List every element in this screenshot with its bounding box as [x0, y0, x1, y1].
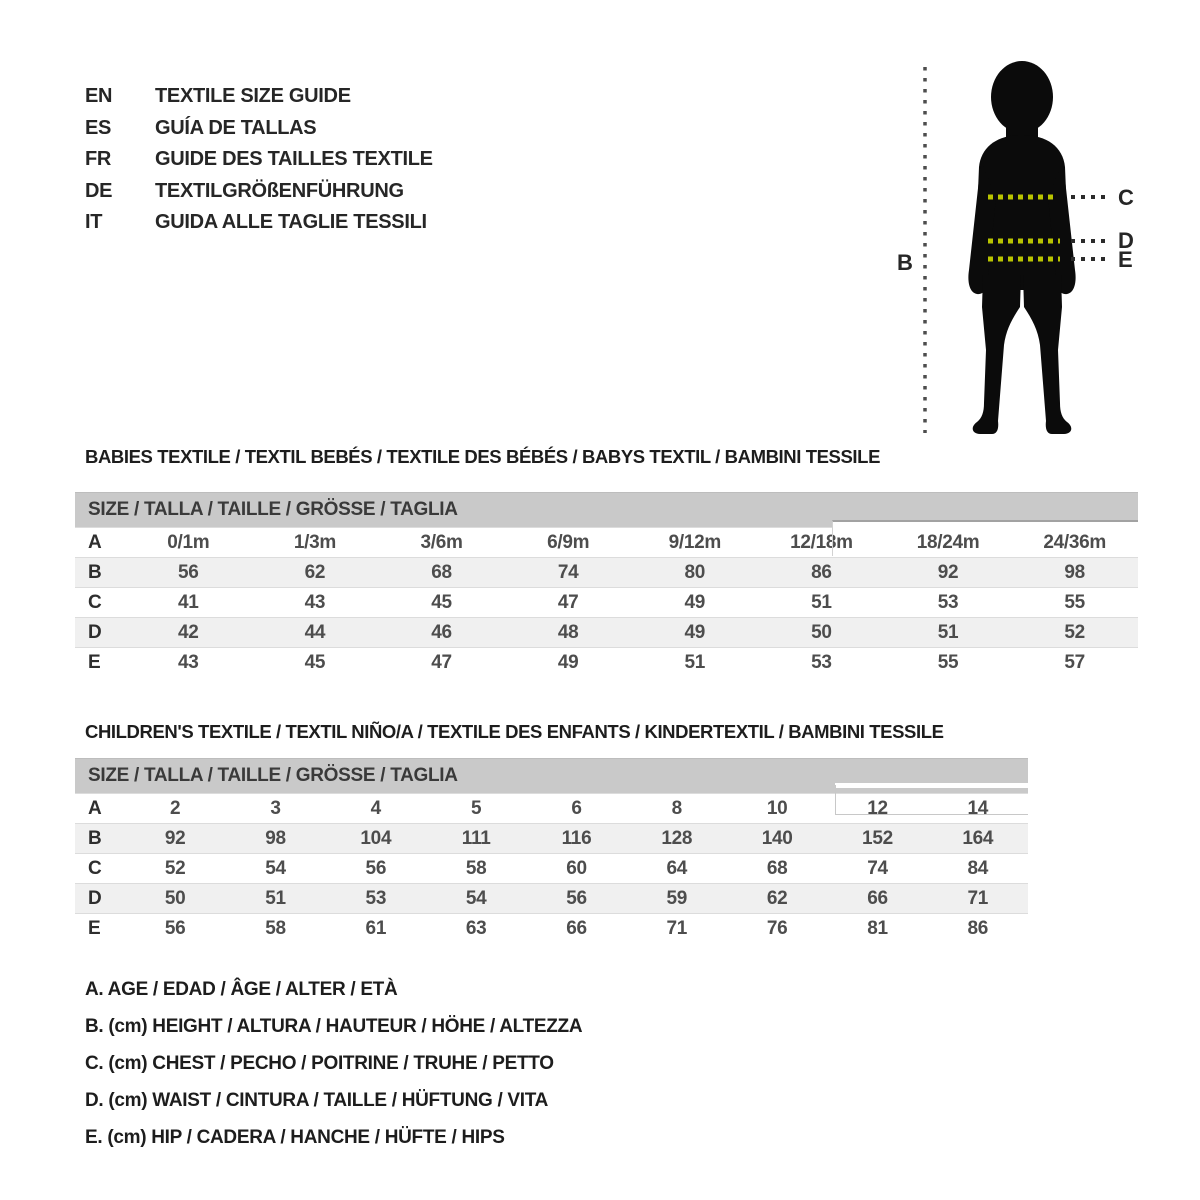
size-cell: 56	[178, 561, 199, 583]
size-cell: 71	[666, 917, 688, 939]
child-silhouette	[968, 61, 1075, 434]
language-item	[85, 81, 433, 113]
size-cell: 43	[304, 591, 326, 613]
table-row	[75, 557, 1138, 587]
size-cell: 5	[471, 797, 482, 819]
row-label: C	[88, 591, 102, 613]
size-cell: 71	[967, 887, 989, 909]
size-cell: 46	[431, 621, 452, 643]
height-label: B	[897, 250, 913, 275]
size-cell: 98	[265, 827, 286, 849]
size-cell: 8	[671, 797, 682, 819]
child-figure-diagram	[875, 45, 1200, 445]
language-title: TEXTILE SIZE GUIDE	[155, 85, 351, 107]
language-code: ES	[85, 116, 112, 139]
table-row	[75, 913, 1028, 943]
size-cell: 60	[566, 857, 587, 879]
size-cell: 68	[766, 857, 788, 879]
highlight-box-children	[835, 785, 1028, 815]
language-item	[85, 176, 433, 208]
size-cell: 58	[265, 917, 286, 939]
size-cell: 50	[811, 621, 832, 643]
chest-label: C	[1118, 185, 1134, 210]
size-cell: 51	[937, 621, 959, 643]
size-cell: 1/3m	[293, 531, 336, 553]
size-cell: 43	[178, 651, 199, 673]
legend-item: E. (cm) HIP / CADERA / HANCHE / HÜFTE / HIPS	[85, 1127, 505, 1148]
babies-section-title: BABIES TEXTILE / TEXTIL BEBÉS / TEXTILE DES BÉBÉS / BABYS TEXTIL / BAMBINI TESSILE	[85, 446, 881, 467]
size-cell: 0/1m	[167, 531, 210, 553]
measurement-legend	[85, 971, 582, 1156]
row-label: A	[88, 531, 102, 553]
size-cell: 52	[164, 857, 186, 879]
size-cell: 54	[265, 857, 286, 879]
size-cell: 47	[431, 651, 452, 673]
language-title: GUÍA DE TALLAS	[155, 116, 317, 139]
size-cell: 58	[465, 857, 487, 879]
language-title: GUIDA ALLE TAGLIE TESSILI	[155, 211, 427, 233]
size-cell: 152	[862, 827, 893, 849]
size-cell: 86	[811, 561, 832, 583]
language-item	[85, 113, 433, 145]
highlight-box-babies	[832, 520, 1138, 556]
row-label: E	[88, 917, 101, 939]
table-row	[75, 823, 1028, 853]
legend-item: B. (cm) HEIGHT / ALTURA / HAUTEUR / HÖHE / ALTEZZA	[85, 1016, 583, 1037]
size-cell: 76	[766, 917, 788, 939]
table-row	[75, 587, 1138, 617]
size-cell: 6	[571, 797, 582, 819]
size-cell: 92	[937, 561, 959, 583]
size-cell: 49	[557, 651, 579, 673]
size-cell: 51	[265, 887, 286, 909]
size-cell: 84	[967, 857, 989, 879]
size-cell: 14	[967, 797, 989, 819]
table-size-header: SIZE / TALLA / TAILLE / GRÖSSE / TAGLIA	[75, 492, 1138, 527]
size-cell: 47	[557, 591, 579, 613]
legend-item: C. (cm) CHEST / PECHO / POITRINE / TRUHE / PETTO	[85, 1053, 554, 1074]
size-cell: 49	[684, 591, 706, 613]
size-cell: 51	[684, 651, 706, 673]
row-label: C	[88, 857, 102, 879]
size-cell: 98	[1064, 561, 1085, 583]
size-cell: 55	[937, 651, 959, 673]
language-code: FR	[85, 148, 112, 170]
size-cell: 104	[360, 827, 392, 849]
size-cell: 56	[365, 857, 387, 879]
size-cell: 57	[1064, 651, 1085, 673]
size-cell: 128	[661, 827, 693, 849]
table-row	[75, 617, 1138, 647]
hip-label: E	[1118, 247, 1133, 272]
language-title: TEXTILGRÖßENFÜHRUNG	[155, 179, 404, 202]
language-title: GUIDE DES TAILLES TEXTILE	[155, 148, 433, 170]
language-code: IT	[85, 211, 103, 233]
size-cell: 10	[766, 797, 788, 819]
size-cell: 2	[170, 797, 181, 819]
size-cell: 44	[304, 621, 326, 643]
size-cell: 62	[766, 887, 788, 909]
size-cell: 9/12m	[668, 531, 721, 553]
size-cell: 55	[1064, 591, 1085, 613]
row-label: D	[88, 887, 102, 909]
size-cell: 12/18m	[790, 531, 853, 553]
size-cell: 140	[761, 827, 793, 849]
size-cell: 64	[666, 857, 688, 879]
size-cell: 12	[867, 797, 888, 819]
table-row	[75, 647, 1138, 677]
language-code: DE	[85, 179, 113, 202]
size-cell: 24/36m	[1043, 531, 1106, 553]
size-cell: 74	[867, 857, 888, 879]
size-cell: 53	[811, 651, 832, 673]
size-cell: 54	[465, 887, 487, 909]
row-label: E	[88, 651, 101, 673]
size-cell: 111	[461, 827, 491, 849]
language-list	[85, 81, 433, 239]
size-cell: 92	[164, 827, 186, 849]
size-cell: 53	[937, 591, 959, 613]
size-cell: 41	[178, 591, 199, 613]
language-item	[85, 207, 433, 239]
size-cell: 164	[962, 827, 994, 849]
row-label: D	[88, 621, 102, 643]
size-cell: 56	[164, 917, 186, 939]
table-row	[75, 883, 1028, 913]
size-cell: 66	[566, 917, 587, 939]
size-cell: 53	[365, 887, 387, 909]
size-cell: 62	[304, 561, 326, 583]
size-cell: 52	[1064, 621, 1085, 643]
legend-item: A. AGE / EDAD / ÂGE / ALTER / ETÀ	[85, 979, 398, 1000]
size-cell: 6/9m	[547, 531, 590, 553]
size-cell: 42	[178, 621, 199, 643]
size-cell: 68	[431, 561, 452, 583]
row-label: A	[88, 797, 102, 819]
size-cell: 4	[370, 797, 381, 819]
size-cell: 3/6m	[420, 531, 463, 553]
size-cell: 61	[365, 917, 387, 939]
size-cell: 66	[867, 887, 888, 909]
language-item	[85, 144, 433, 176]
size-cell: 45	[431, 591, 452, 613]
size-cell: 86	[967, 917, 989, 939]
legend-item: D. (cm) WAIST / CINTURA / TAILLE / HÜFTUNG / VITA	[85, 1090, 549, 1111]
size-cell: 59	[666, 887, 688, 909]
size-cell: 50	[164, 887, 186, 909]
table-row	[75, 853, 1028, 883]
size-cell: 116	[561, 827, 592, 849]
row-label: B	[88, 827, 102, 849]
size-cell: 81	[867, 917, 888, 939]
table-size-header: SIZE / TALLA / TAILLE / GRÖSSE / TAGLIA	[75, 758, 1028, 793]
children-section-title: CHILDREN'S TEXTILE / TEXTIL NIÑO/A / TEXTILE DES ENFANTS / KINDERTEXTIL / BAMBINI TESSILE	[85, 721, 944, 742]
size-cell: 18/24m	[916, 531, 980, 553]
size-cell: 45	[304, 651, 326, 673]
size-cell: 49	[684, 621, 706, 643]
size-cell: 63	[465, 917, 487, 939]
size-cell: 3	[270, 797, 281, 819]
size-cell: 80	[684, 561, 706, 583]
row-label: B	[88, 561, 102, 583]
language-code: EN	[85, 85, 113, 107]
size-cell: 56	[566, 887, 587, 909]
size-cell: 51	[811, 591, 832, 613]
waist-label: D	[1118, 228, 1134, 253]
size-cell: 48	[557, 621, 579, 643]
size-cell: 74	[557, 561, 579, 583]
